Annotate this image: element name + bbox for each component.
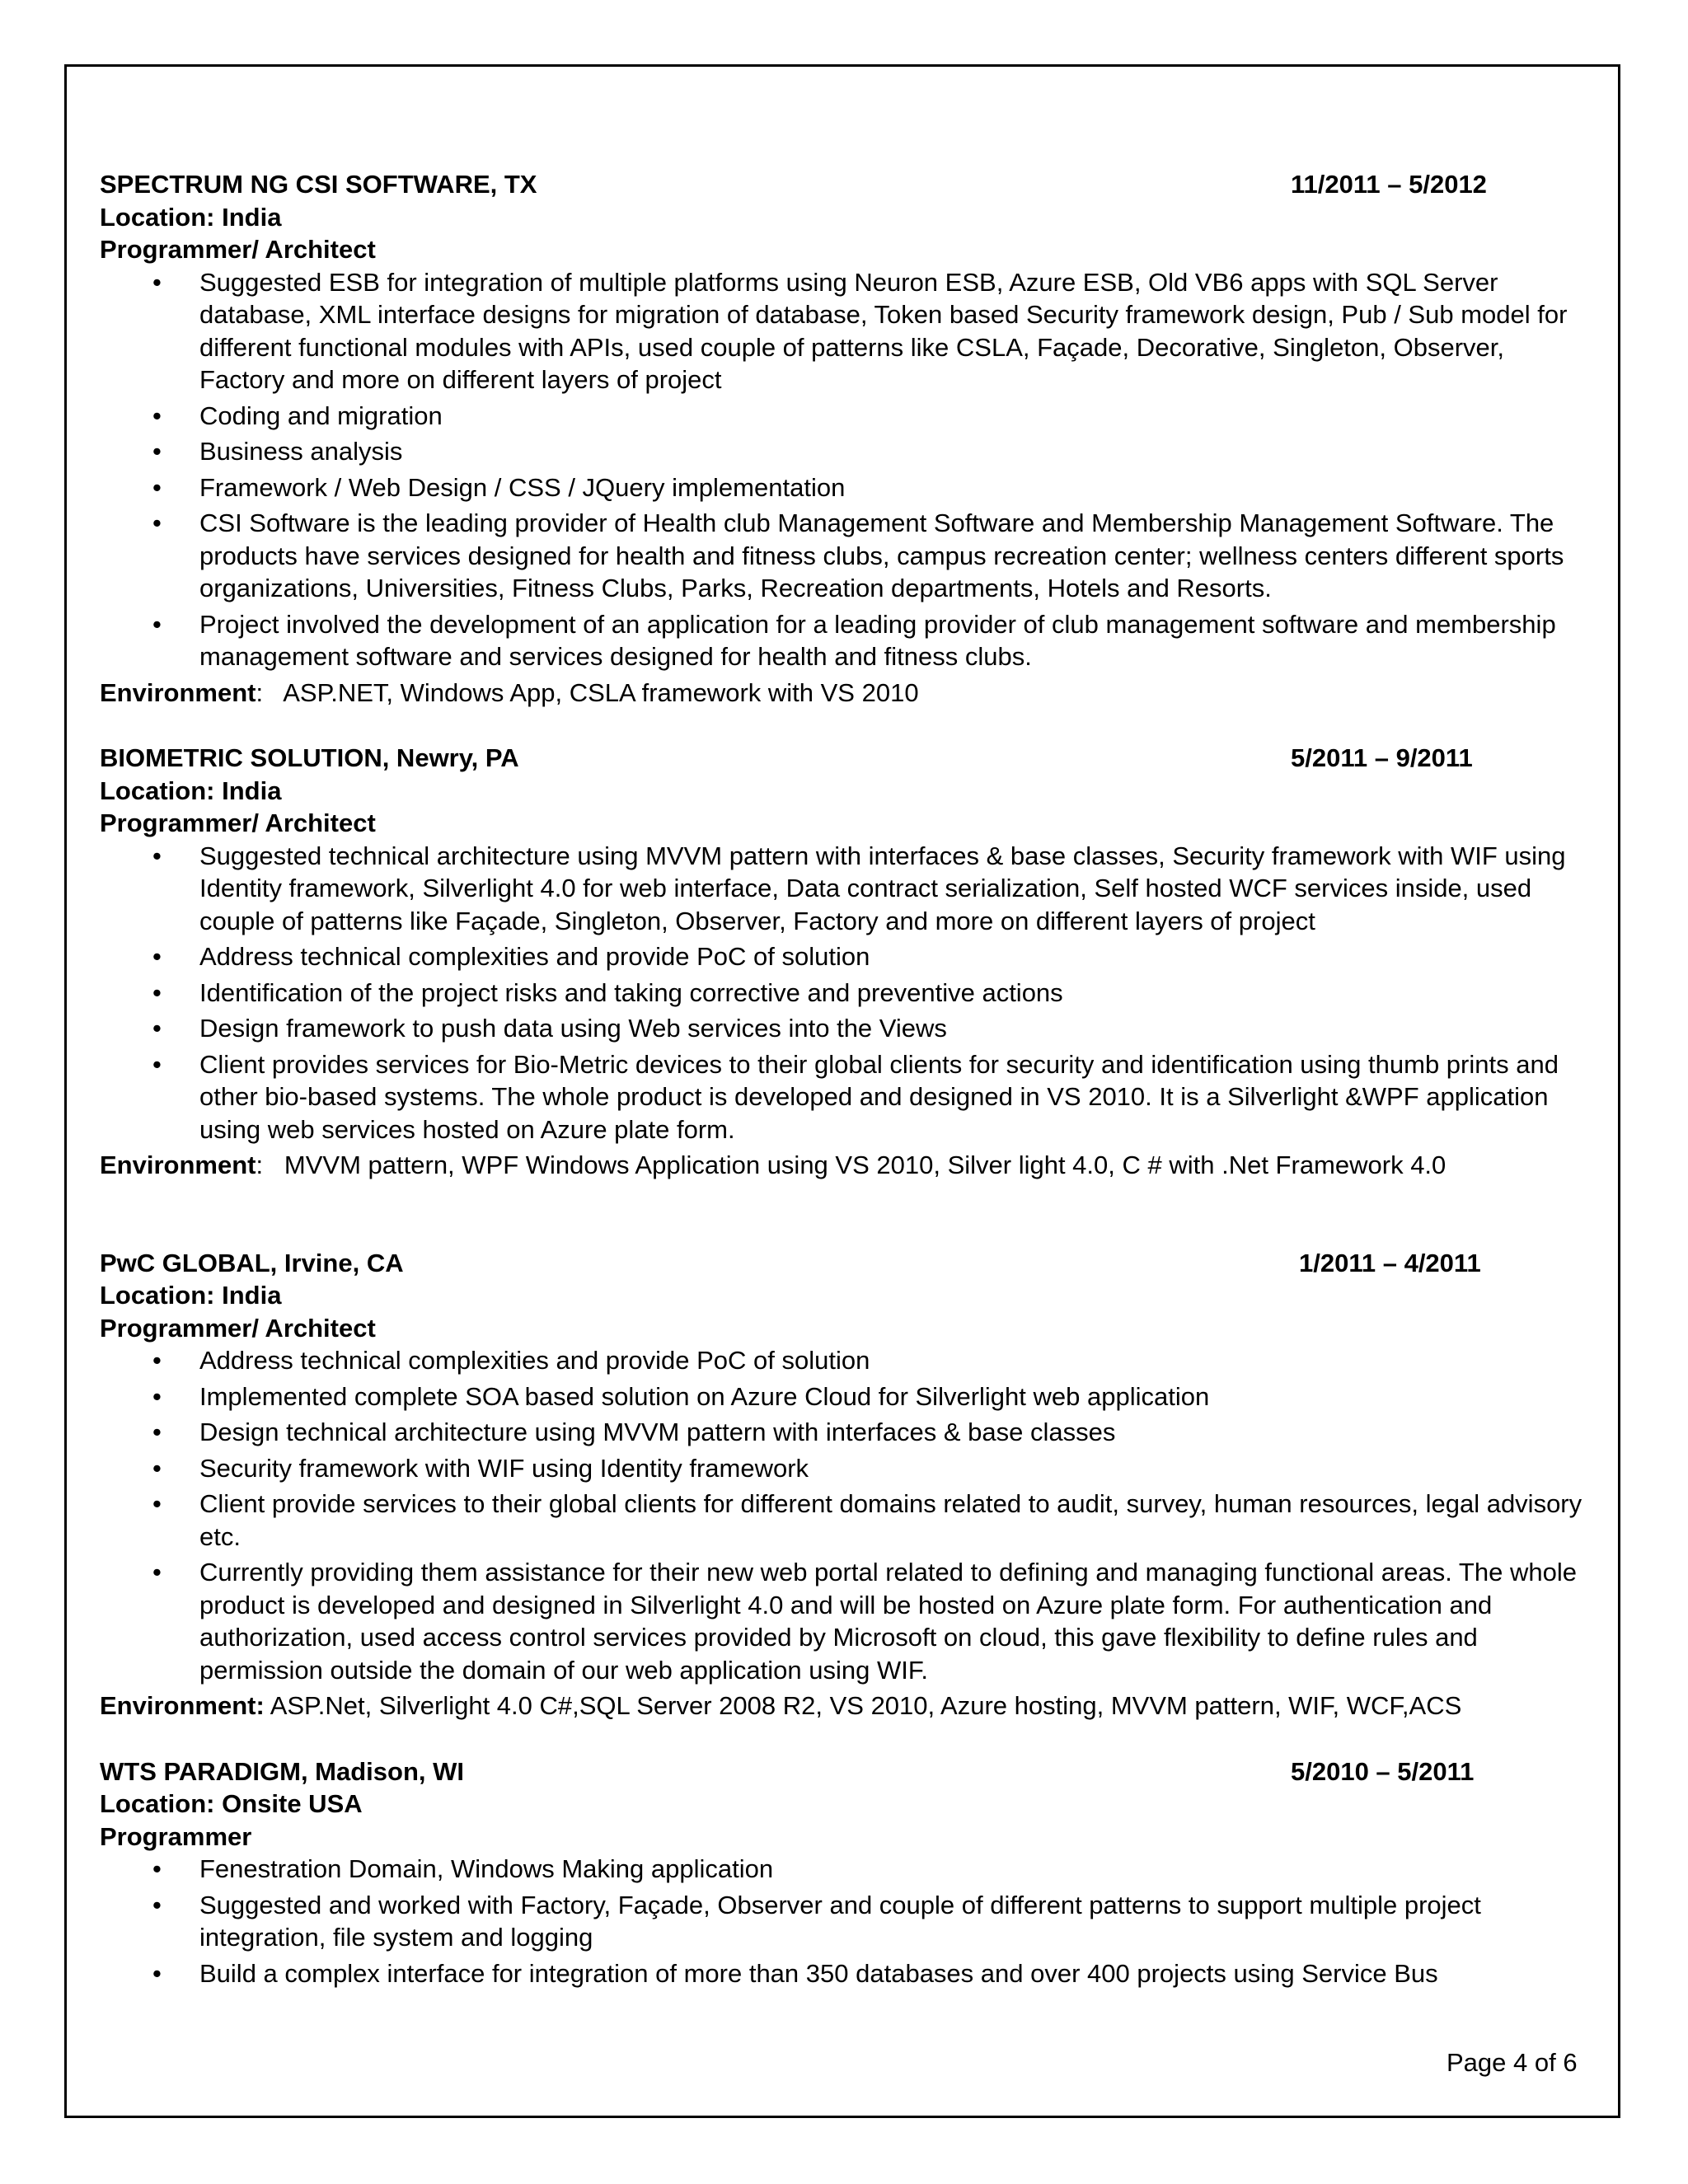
bullet-icon: • bbox=[152, 1381, 162, 1411]
bullet-icon: • bbox=[152, 1558, 162, 1586]
bullet-icon: • bbox=[152, 1854, 162, 1883]
job-bullets bbox=[100, 1853, 1593, 1990]
list-item: • Suggested technical architecture using MVVM pattern with interfaces & base classes, Security framework with WIF using Identity framework, Silverlight 4.0 for web interface, Data contract serialization, Self hosted WCF services inside, used couple of patterns like Façade, Singleton, Observer, Factory and more on different layers of project bbox=[152, 841, 1566, 935]
job-role: Programmer/ Architect bbox=[100, 235, 376, 264]
environment-line: Environment: ASP.NET, Windows App, CSLA framework with VS 2010 bbox=[100, 677, 919, 707]
list-item: • Project involved the development of an application for a leading provider of club management software and membership management software and services designed for health and fitness clubs. bbox=[152, 609, 1556, 671]
job-location: Location: India bbox=[100, 202, 282, 232]
environment-value: ASP.NET, Windows App, CSLA framework with VS 2010 bbox=[263, 677, 919, 707]
company-name: PwC GLOBAL, Irvine, CA bbox=[100, 1248, 404, 1277]
bullet-icon: • bbox=[152, 509, 162, 537]
list-item: • Suggested ESB for integration of multiple platforms using Neuron ESB, Azure ESB, Old VB6 apps with SQL Server database, XML interface designs for migration of database, Token based Security framework design, Pub / Sub model for different functional modules with APIs, used couple of patterns like CSLA, Façade, Decorative, Singleton, Observer, Factory and more on different layers of project bbox=[152, 267, 1568, 394]
bullet-icon: • bbox=[152, 1489, 162, 1518]
list-item: • Framework / Web Design / CSS / JQuery implementation bbox=[100, 471, 1593, 504]
list-item: • Currently providing them assistance for their new web portal related to defining and managing functional areas. The whole product is developed and designed in Silverlight 4.0 and will be hosted on Azure plate form. For authentication and authorization, used access control services provided by Microsoft on cloud, this gave flexibility to define rules and permission outside the domain of our web application using WIF. bbox=[152, 1558, 1577, 1685]
bullet-icon: • bbox=[152, 1958, 162, 1988]
job-dates: 5/2010 – 5/2011 bbox=[1291, 1756, 1475, 1786]
bullet-icon: • bbox=[152, 977, 162, 1007]
list-item: • Fenestration Domain, Windows Making application bbox=[100, 1853, 1593, 1886]
list-item: • Build a complex interface for integration of more than 350 databases and over 400 projects using Service Bus bbox=[100, 1957, 1593, 1990]
list-item: • Address technical complexities and provide PoC of solution bbox=[100, 1344, 1593, 1377]
company-name: SPECTRUM NG CSI SOFTWARE, TX bbox=[100, 170, 537, 199]
job-entry bbox=[100, 168, 1593, 709]
list-item: • Address technical complexities and provide PoC of solution bbox=[100, 940, 1593, 973]
list-item: • Client provide services to their global clients for different domains related to audit, survey, human resources, legal advisory etc. bbox=[152, 1489, 1582, 1551]
list-item: • Suggested and worked with Factory, Façade, Observer and couple of different patterns to support multiple project integration, file system and logging bbox=[152, 1890, 1481, 1952]
bullet-icon: • bbox=[152, 1890, 162, 1919]
list-item: • Coding and migration bbox=[100, 400, 1593, 433]
bullet-icon: • bbox=[152, 942, 162, 971]
bullet-icon: • bbox=[152, 609, 162, 639]
job-location: Location: Onsite USA bbox=[100, 1789, 363, 1818]
environment-label: Environment: bbox=[100, 1691, 265, 1720]
list-item: • Design framework to push data using Web services into the Views bbox=[100, 1012, 1593, 1045]
environment-line bbox=[100, 1690, 1593, 1722]
job-bullets bbox=[100, 840, 1593, 1146]
bullet-icon: • bbox=[152, 267, 162, 297]
job-dates: 11/2011 – 5/2012 bbox=[1291, 170, 1487, 199]
page-number: Page 4 of 6 bbox=[1447, 2048, 1578, 2077]
job-dates: 1/2011 – 4/2011 bbox=[1299, 1248, 1481, 1277]
job-header bbox=[100, 168, 1593, 201]
list-item: • CSI Software is the leading provider of Health club Management Software and Membership Management Software. The products have services designed for health and fitness clubs, campus recreation center; wellness centers different sports organizations, Universities, Fitness Clubs, Parks, Recreation departments, Hotels and Resorts. bbox=[152, 509, 1564, 602]
list-item: • Business analysis bbox=[100, 435, 1593, 468]
bullet-icon: • bbox=[152, 472, 162, 502]
job-location: Location: India bbox=[100, 1281, 282, 1310]
resume-content bbox=[100, 168, 1593, 1993]
list-item: • Security framework with WIF using Identity framework bbox=[100, 1452, 1593, 1485]
job-role: Programmer/ Architect bbox=[100, 808, 376, 837]
bullet-icon: • bbox=[152, 1049, 162, 1079]
list-item: • Client provides services for Bio-Metric devices to their global clients for security and identification using thumb prints and other bio-based systems. The whole product is developed and designed in VS 2010. It is a Silverlight &WPF application using web services hosted on Azure plate form. bbox=[152, 1049, 1559, 1144]
list-item: • Implemented complete SOA based solution on Azure Cloud for Silverlight web application bbox=[100, 1380, 1593, 1413]
bullet-icon: • bbox=[152, 1346, 162, 1375]
environment-value: ASP.Net, Silverlight 4.0 C#,SQL Server 2008 R2, VS 2010, Azure hosting, MVVM pattern, WIF, WCF,ACS bbox=[264, 1691, 1462, 1720]
bullet-icon: • bbox=[152, 1014, 162, 1043]
company-name: BIOMETRIC SOLUTION, Newry, PA bbox=[100, 743, 519, 772]
bullet-icon: • bbox=[152, 437, 162, 466]
job-header bbox=[100, 742, 1593, 775]
job-header bbox=[100, 1247, 1593, 1280]
job-bullets bbox=[100, 1344, 1593, 1686]
job-header bbox=[100, 1755, 1593, 1788]
environment-value: MVVM pattern, WPF Windows Application using VS 2010, Silver light 4.0, C # with .Net Framework 4.0 bbox=[263, 1151, 1447, 1179]
job-entry bbox=[100, 1755, 1593, 1990]
list-item: • Identification of the project risks and taking corrective and preventive actions bbox=[100, 977, 1593, 1010]
job-role: Programmer bbox=[100, 1821, 252, 1851]
job-entry bbox=[100, 1247, 1593, 1722]
bullet-icon: • bbox=[152, 1453, 162, 1483]
job-location: Location: India bbox=[100, 776, 282, 805]
bullet-icon: • bbox=[152, 1418, 162, 1446]
list-item: • Design technical architecture using MVVM pattern with interfaces & base classes bbox=[100, 1416, 1593, 1449]
environment-label: Environment bbox=[100, 677, 256, 707]
job-bullets bbox=[100, 266, 1593, 673]
job-entry bbox=[100, 742, 1593, 1182]
bullet-icon: • bbox=[152, 401, 162, 430]
job-role: Programmer/ Architect bbox=[100, 1313, 376, 1343]
company-name: WTS PARADIGM, Madison, WI bbox=[100, 1756, 465, 1786]
bullet-icon: • bbox=[152, 841, 162, 870]
environment-line: Environment: MVVM pattern, WPF Windows Application using VS 2010, Silver light 4.0, C # with .Net Framework 4.0 bbox=[100, 1151, 1447, 1179]
job-dates: 5/2011 – 9/2011 bbox=[1291, 743, 1473, 772]
environment-label: Environment bbox=[100, 1151, 256, 1179]
